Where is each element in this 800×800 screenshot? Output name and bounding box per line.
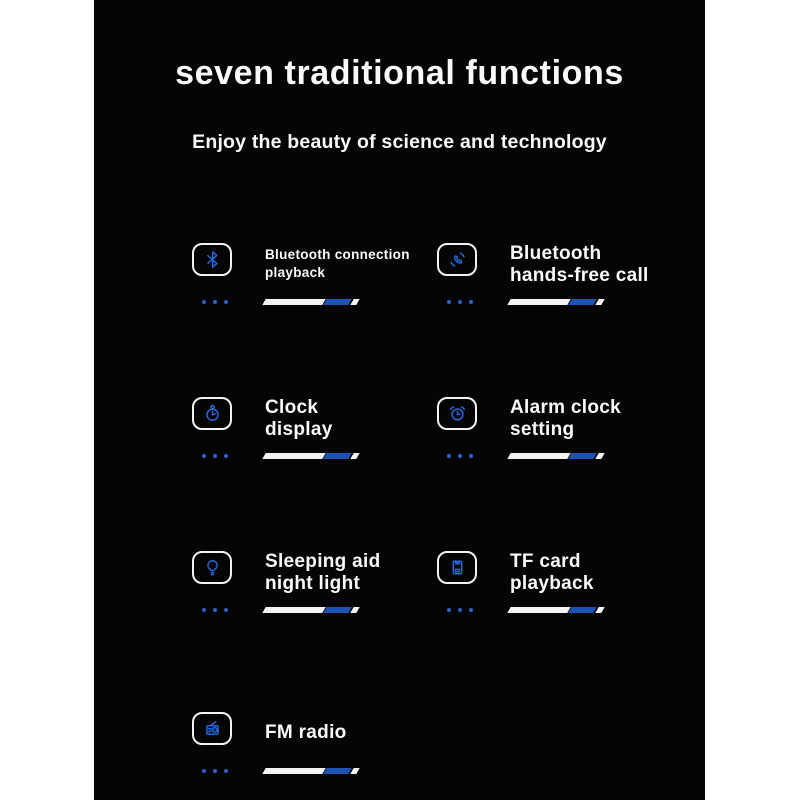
feature-label: Alarm clock setting: [510, 397, 622, 440]
progress-bar-decoration: [507, 607, 604, 613]
icon-frame: [192, 551, 232, 584]
feature-bluetooth-playback: [192, 243, 442, 318]
alarm-clock-icon: [447, 403, 468, 424]
dots-decoration: [202, 454, 228, 458]
dots-decoration: [202, 769, 228, 773]
icon-frame: [192, 397, 232, 430]
feature-label: FM radio: [265, 722, 347, 743]
progress-bar-decoration: [507, 299, 604, 305]
feature-fm-radio: [192, 712, 442, 787]
tf-card-icon: [447, 557, 468, 578]
fm-radio-icon: [202, 718, 223, 739]
icon-frame: [437, 551, 477, 584]
night-light-icon: [202, 557, 223, 578]
feature-label: Clock display: [265, 397, 333, 440]
progress-bar-decoration: [262, 299, 359, 305]
feature-clock-display: [192, 397, 442, 472]
page-subtitle: Enjoy the beauty of science and technology: [192, 131, 607, 153]
feature-handsfree-call: [437, 243, 687, 318]
dots-decoration: [202, 300, 228, 304]
icon-frame: [192, 712, 232, 745]
icon-frame: [192, 243, 232, 276]
progress-bar-decoration: [262, 607, 359, 613]
feature-label: TF card playback: [510, 551, 594, 594]
handsfree-call-icon: [447, 249, 468, 270]
dots-decoration: [447, 608, 473, 612]
feature-label: Bluetooth hands-free call: [510, 243, 649, 286]
feature-label: Bluetooth connection playback: [265, 247, 410, 280]
dots-decoration: [202, 608, 228, 612]
bluetooth-icon: [202, 249, 223, 270]
dots-decoration: [447, 300, 473, 304]
feature-label: Sleeping aid night light: [265, 551, 381, 594]
feature-tf-card: [437, 551, 687, 626]
feature-alarm-setting: [437, 397, 687, 472]
progress-bar-decoration: [262, 768, 359, 774]
dots-decoration: [447, 454, 473, 458]
progress-bar-decoration: [507, 453, 604, 459]
page-title: seven traditional functions: [175, 54, 624, 92]
black-feature-panel: [94, 0, 705, 800]
feature-night-light: [192, 551, 442, 626]
icon-frame: [437, 397, 477, 430]
progress-bar-decoration: [262, 453, 359, 459]
icon-frame: [437, 243, 477, 276]
clock-icon: [202, 403, 223, 424]
